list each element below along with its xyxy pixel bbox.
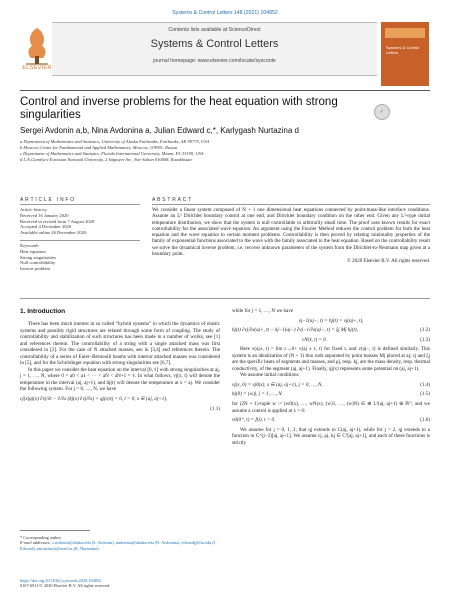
equation-body: vj−1(aj−, t) = hj(t) = vj(aj+, t), bbox=[298, 317, 364, 324]
equation-body: vj(x, 0) = vj0(x), x ∈ (aj, aj+1), j = 0, …, N, bbox=[232, 381, 323, 388]
keyword-item: Null controllability bbox=[20, 260, 56, 266]
keywords-label: Keywords: bbox=[20, 242, 40, 248]
paragraph: We assume initial conditions bbox=[240, 372, 299, 379]
affiliation-c: c Department of Mathematics and Statistics, Florida International University, Miami, FL 33199, USA bbox=[20, 150, 204, 156]
equation-body: vN(ℓ, t) = 0. bbox=[302, 336, 327, 343]
email-addresses[interactable]: s.avdonin@alaska.edu (S. Avdonin), nndonina@alaska.edu (N. Avdonina), edwardj@fiu.edu (J. Edward), nurtazina.k@mail.ru (K. Nurtazina). bbox=[20, 540, 217, 551]
equation-body: hj(0) = (w)j, j = 1, …, N. bbox=[232, 391, 283, 398]
affiliation-d: d L.N.Gumilyov Eurasian National University, 2 Satpayev Str., Nur-Sultan 010008, Kazakhstan bbox=[20, 156, 192, 162]
body-rule bbox=[20, 298, 430, 299]
keyword-item: Heat equation bbox=[20, 248, 46, 254]
journal-homepage[interactable]: journal homepage: www.elsevier.com/locate/sysconle bbox=[153, 58, 276, 64]
paragraph: There has been much interest in so called “hybrid systems” in which the dynamics of elastic systems and possibly rigid structures are related through some form of coupling. The study of controllability and stabilization of such structures has been made in a number of works, see [1] and references therein. The controllability of a string with a single attached mass was first considered in [2]. For the case of N attached masses, see in [3,4] and references therein. The controllability of a series of Euler–Bernoulli beams with interior attached masses was considered in [5], and for the Schrödinger equation with strong singularities see [6,7]. bbox=[20, 321, 220, 367]
paragraph: We assume for j = 0, 1, 2, that qj extends to C(aj, aj+1), while for j > 2, qj extends to a function in C^(j−2)[aj, aj+1]. We assume cj, ρj, kj ∈ C²[aj, aj+1], and each of these functions is strictly bbox=[232, 426, 430, 446]
article-info-rule bbox=[20, 204, 140, 205]
left-column bbox=[20, 321, 220, 415]
equation-1-1 bbox=[20, 396, 220, 403]
equation-number: (1.4) bbox=[420, 381, 430, 388]
article-info-heading: ARTICLE INFO bbox=[20, 197, 76, 203]
cover-title: Systems & Control Letters bbox=[386, 45, 420, 55]
journal-reference[interactable]: Systems & Control Letters 148 (2021) 104852 bbox=[172, 10, 278, 16]
page-footer bbox=[20, 578, 220, 589]
history-label: Article history: bbox=[20, 207, 48, 212]
equation-body: hj(t) ∂vj/∂x(aj+, t) − kj−1(aj−) ∂vj−1/∂x(aj−, t) = ξj Mj hj(t), bbox=[232, 327, 358, 334]
paragraph: while for j = 1, …, N we have bbox=[232, 308, 294, 314]
equation-1-6 bbox=[232, 417, 430, 424]
paragraph: Here v(aj±, t) = lim ε→0+ v(aj ± ε, t) for fixed t, and v(aj−, t) is defined similarly. This system is an idealization of (N + 1) thin rods separated by point masses Mj placed at aj; cj and ξj are the specific heats of segments and masses, and ρj, resp. kj, are the mass density, resp. thermal conductivity, of the segment (aj, aj+1). Finally, qj(x) represents some potential on (aj, aj+1). bbox=[232, 346, 430, 372]
author-list: Sergei Avdonin a,b, Nina Avdonina a, Julian Edward c,*, Karlygash Nurtazina d bbox=[20, 126, 299, 135]
history-online: Available online 26 December 2020 bbox=[20, 230, 87, 236]
footnote-rule bbox=[20, 530, 90, 531]
article-info bbox=[20, 207, 140, 272]
keyword-item: Inverse problem bbox=[20, 266, 50, 272]
paragraph: for (2N + 1)-tuple w := (w0(x), …, wN(x), (w)1, …, (w)N) ∈ ⊕ L²(aj, aj+1) ⊕ ℝᴺ, and we assume a control is applied at x = 0: bbox=[232, 401, 430, 414]
equation-body: cj(x)ρj(x) ∂vj/∂t − ∂/∂x (kj(x) ∂vj/∂x) + qj(x)vj = 0, t > 0, x ∈ (aj, aj+1), bbox=[20, 396, 168, 403]
affiliation-a: a Department of Mathematics and Statistics, University of Alaska Fairbanks, Fairbanks, AK 99775, USA bbox=[20, 139, 210, 144]
abstract-heading: ABSTRACT bbox=[152, 197, 194, 203]
journal-cover bbox=[381, 22, 429, 86]
corresponding-author-note: * Corresponding author. bbox=[20, 535, 62, 540]
affiliation-b: b Moscow Center for Fundamental and Applied Mathematics, Moscow, 119991, Russia bbox=[20, 144, 178, 150]
check-for-updates-icon[interactable]: ✓ bbox=[374, 104, 390, 120]
keyword-item: Strong singularities bbox=[20, 254, 56, 260]
history-revised: Received in revised form 7 August 2020 bbox=[20, 218, 95, 224]
journal-title: Systems & Control Letters bbox=[150, 38, 279, 50]
equation-1-2a bbox=[232, 318, 430, 325]
doi-link[interactable]: https://doi.org/10.1016/j.sysconle.2020.104852 bbox=[20, 578, 102, 583]
equation-number: (1.3) bbox=[420, 336, 430, 343]
abstract-rule bbox=[152, 204, 430, 205]
abstract-copyright: © 2020 Elsevier B.V. All rights reserved. bbox=[347, 258, 430, 265]
equation-body: v0(0⁺, t) = f(t), t > 0. bbox=[232, 417, 276, 424]
history-received: Received 16 January 2020 bbox=[20, 212, 69, 218]
contents-line[interactable]: Contents lists available at ScienceDirect bbox=[168, 27, 261, 33]
equation-number: (1.6) bbox=[420, 417, 430, 424]
equation-1-3 bbox=[232, 337, 430, 344]
abstract-text bbox=[152, 207, 430, 265]
equation-number: (1.2) bbox=[420, 327, 430, 334]
equation-1-4 bbox=[232, 382, 430, 389]
article-title: Control and inverse problems for the heat equation with strong singularities bbox=[20, 96, 338, 121]
publisher-name: ELSEVIER bbox=[22, 65, 52, 71]
section-heading: 1. Introduction bbox=[20, 308, 66, 315]
keywords-rule bbox=[20, 240, 140, 241]
elsevier-logo bbox=[20, 22, 54, 74]
equation-number-row bbox=[20, 406, 220, 413]
equation-number: (1.1) bbox=[210, 405, 220, 412]
issn-line: 0167-6911/© 2020 Elsevier B.V. All rights reserved. bbox=[20, 583, 111, 589]
equation-1-5 bbox=[232, 391, 430, 398]
abstract-body: We consider a linear system composed of N + 1 one dimensional heat equations connected by point-mass-like interface conditions. Assume an L² Dirichlet boundary control at one end, and Dirichlet boundary condition on the other end. Given any L²-type initial temperature distribution, we show that the system is null controllable in arbitrarily small time. The proof uses known results for exact controllability for the associated wave equation. An argument using the Fourier Method reduces the control problem for both the heat equation and the wave equation to certain moment problems. Controllability is then proved by relating minimality properties of the family of exponential functions associated to the wave with the family associated to the heat equation. Based on the controllability result we solve the dynamical inverse problem, i.e. recover unknown parameters of the system from the Dirichlet-to-Neumann map given at a boundary point. bbox=[152, 207, 430, 258]
affiliations bbox=[20, 139, 430, 163]
equation-number: (1.5) bbox=[420, 391, 430, 398]
history-accepted: Accepted 4 December 2020 bbox=[20, 224, 72, 230]
right-column bbox=[232, 308, 430, 446]
equation-1-2b bbox=[232, 327, 430, 334]
email-label: E-mail addresses: bbox=[20, 540, 51, 546]
paragraph: In this paper we consider the heat equation on the interval [0, ℓ] with strong singularities at aj, j = 1, …, N, where 0 = a0 < a1 < ⋯ < aN < aN+1 = ℓ. In what follows, vj(x, t) will denote the temperature in the interval (aj, aj+1), and hj(t) will denote the temperature at x = aj. We consider the following system. For j = 0, …, N, we have bbox=[20, 366, 220, 393]
header-rule bbox=[20, 90, 430, 91]
footnote bbox=[20, 535, 220, 551]
